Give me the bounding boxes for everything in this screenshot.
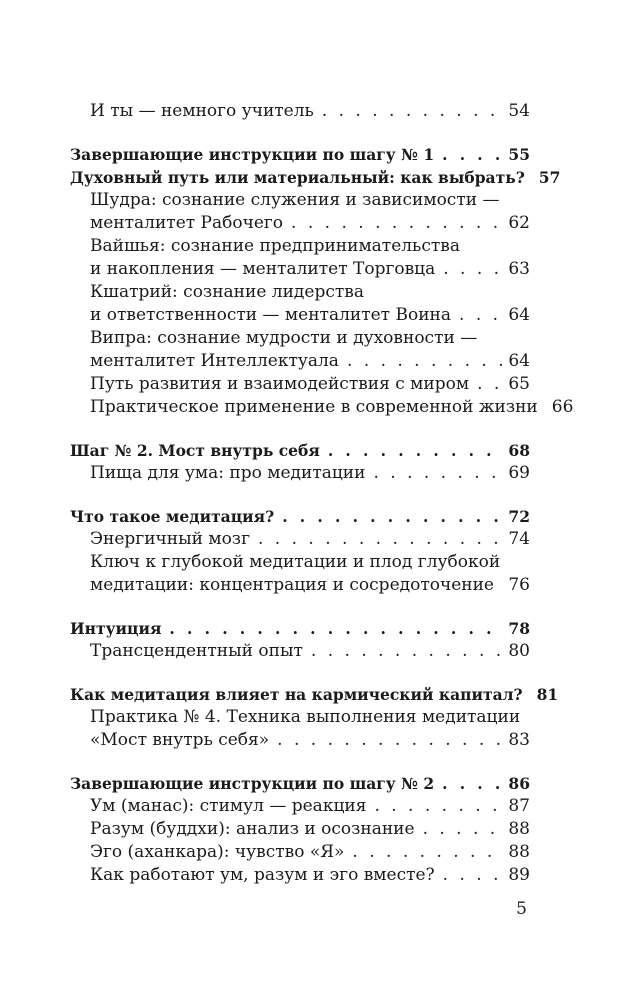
section-gap	[70, 752, 530, 772]
dot-leader	[277, 729, 502, 752]
toc-entry[interactable]	[70, 729, 530, 752]
toc-entry[interactable]	[70, 100, 530, 123]
dot-leader	[291, 212, 502, 235]
toc-section-entry[interactable]	[70, 617, 530, 640]
toc-entry-title: Кшатрий: сознание лидерства	[90, 282, 364, 302]
toc-entry-title: менталитет Интеллектуала	[90, 351, 339, 371]
toc-entry-page: 64	[508, 351, 530, 371]
page-number: 5	[516, 899, 527, 919]
toc-entry-page: 55	[508, 145, 530, 164]
toc-entry[interactable]	[70, 212, 530, 235]
dot-leader	[442, 143, 502, 166]
toc-entry[interactable]	[70, 350, 530, 373]
toc-entry-page: 80	[508, 641, 530, 661]
dot-leader	[373, 462, 502, 485]
toc-entry[interactable]	[70, 841, 530, 864]
toc-entry-page: 66	[551, 397, 574, 417]
dot-leader	[459, 304, 502, 327]
toc-entry-title: Интуиция	[70, 619, 162, 638]
toc-entry-title: И ты — немного учитель	[90, 101, 314, 121]
dot-leader	[443, 258, 502, 281]
toc-entry-title: Эго (аханкара): чувство «Я»	[90, 842, 345, 862]
toc-entry-page: 65	[508, 374, 530, 394]
toc-entry[interactable]	[70, 551, 530, 574]
toc-entry-page: 87	[508, 796, 530, 816]
toc-entry[interactable]	[70, 281, 530, 304]
toc-entry[interactable]	[70, 189, 530, 212]
toc-entry-title: Трансцендентный опыт	[90, 641, 303, 661]
dot-leader	[442, 772, 502, 795]
toc-entry-title: «Мост внутрь себя»	[90, 730, 270, 750]
toc-entry-page: 89	[508, 865, 530, 885]
toc-entry[interactable]	[70, 258, 530, 281]
dot-leader	[282, 505, 502, 528]
section-gap	[70, 419, 530, 439]
toc-entry[interactable]	[70, 818, 530, 841]
toc-entry-title: Путь развития и взаимодействия с миром	[90, 374, 470, 394]
toc-entry-title: Шаг № 2. Мост внутрь себя	[70, 441, 320, 460]
toc-entry-title: Випра: сознание мудрости и духовности —	[90, 328, 478, 348]
toc-section-entry[interactable]	[70, 439, 530, 462]
toc-entry-title: Как работают ум, разум и эго вместе?	[90, 865, 435, 885]
dot-leader	[374, 795, 502, 818]
toc-section-entry[interactable]	[70, 683, 559, 706]
toc-entry[interactable]	[70, 373, 530, 396]
section-gap	[70, 485, 530, 505]
toc-entry-page: 69	[508, 463, 530, 483]
toc-entry-title: Духовный путь или материальный: как выбрать?	[70, 168, 525, 187]
toc-entry[interactable]	[70, 396, 574, 419]
toc-entry-page: 57	[538, 168, 561, 187]
toc-entry-page: 88	[508, 819, 530, 839]
section-gap	[70, 123, 530, 143]
toc-entry-title: Как медитация влияет на кармический капитал?	[70, 685, 523, 704]
dot-leader	[169, 617, 502, 640]
toc-entry-title: Шудра: сознание служения и зависимости —	[90, 190, 500, 210]
toc-section-entry[interactable]	[70, 505, 530, 528]
toc-entry-title: Ум (манас): стимул — реакция	[90, 796, 367, 816]
toc-entry[interactable]	[70, 462, 530, 485]
table-of-contents	[70, 100, 574, 887]
toc-entry-page: 88	[508, 842, 530, 862]
toc-entry[interactable]	[70, 706, 530, 729]
toc-entry[interactable]	[70, 574, 530, 597]
toc-entry-page: 81	[536, 685, 559, 704]
dot-leader	[328, 439, 503, 462]
toc-entry-title: Практика № 4. Техника выполнения медитации	[90, 707, 521, 727]
dot-leader	[423, 818, 503, 841]
toc-entry-page: 76	[508, 575, 530, 595]
toc-entry-page: 86	[508, 774, 530, 793]
toc-entry-title: Ключ к глубокой медитации и плод глубокой	[90, 552, 501, 572]
dot-leader	[311, 640, 502, 663]
toc-entry-title: и ответственности — менталитет Воина	[90, 305, 452, 325]
toc-entry[interactable]	[70, 235, 530, 258]
toc-entry-title: менталитет Рабочего	[90, 213, 284, 233]
toc-entry-title: медитации: концентрация и сосредоточение	[90, 575, 494, 595]
toc-entry[interactable]	[70, 795, 530, 818]
toc-entry-title: Разум (буддхи): анализ и осознание	[90, 819, 415, 839]
toc-entry-page: 74	[508, 529, 530, 549]
toc-section-entry[interactable]	[70, 143, 530, 166]
toc-entry[interactable]	[70, 327, 530, 350]
toc-entry-page: 68	[508, 441, 530, 460]
dot-leader	[477, 373, 502, 396]
toc-entry[interactable]	[70, 304, 530, 327]
dot-leader	[347, 350, 502, 373]
dot-leader	[443, 864, 503, 887]
toc-entry-title: и накопления — менталитет Торговца	[90, 259, 436, 279]
toc-entry-page: 62	[508, 213, 530, 233]
dot-leader	[258, 528, 502, 551]
toc-entry[interactable]	[70, 864, 530, 887]
toc-entry-title: Что такое медитация?	[70, 507, 275, 526]
toc-entry-title: Вайшья: сознание предпринимательства	[90, 236, 460, 256]
section-gap	[70, 663, 530, 683]
toc-entry-page: 54	[508, 101, 530, 121]
toc-entry-page: 72	[508, 507, 530, 526]
toc-entry-page: 63	[508, 259, 530, 279]
toc-entry[interactable]	[70, 528, 530, 551]
toc-entry-title: Пища для ума: про медитации	[90, 463, 366, 483]
toc-section-entry[interactable]	[70, 772, 530, 795]
toc-entry-title: Завершающие инструкции по шагу № 1	[70, 145, 435, 164]
toc-entry-title: Энергичный мозг	[90, 529, 250, 549]
toc-entry-page: 78	[508, 619, 530, 638]
toc-entry-title: Завершающие инструкции по шагу № 2	[70, 774, 435, 793]
dot-leader	[322, 100, 503, 123]
toc-entry-page: 64	[508, 305, 530, 325]
toc-section-entry[interactable]	[70, 166, 561, 189]
toc-entry-page: 83	[508, 730, 530, 750]
toc-entry[interactable]	[70, 640, 530, 663]
toc-entry-title: Практическое применение в современной жизни	[90, 397, 538, 417]
dot-leader	[352, 841, 502, 864]
section-gap	[70, 597, 530, 617]
